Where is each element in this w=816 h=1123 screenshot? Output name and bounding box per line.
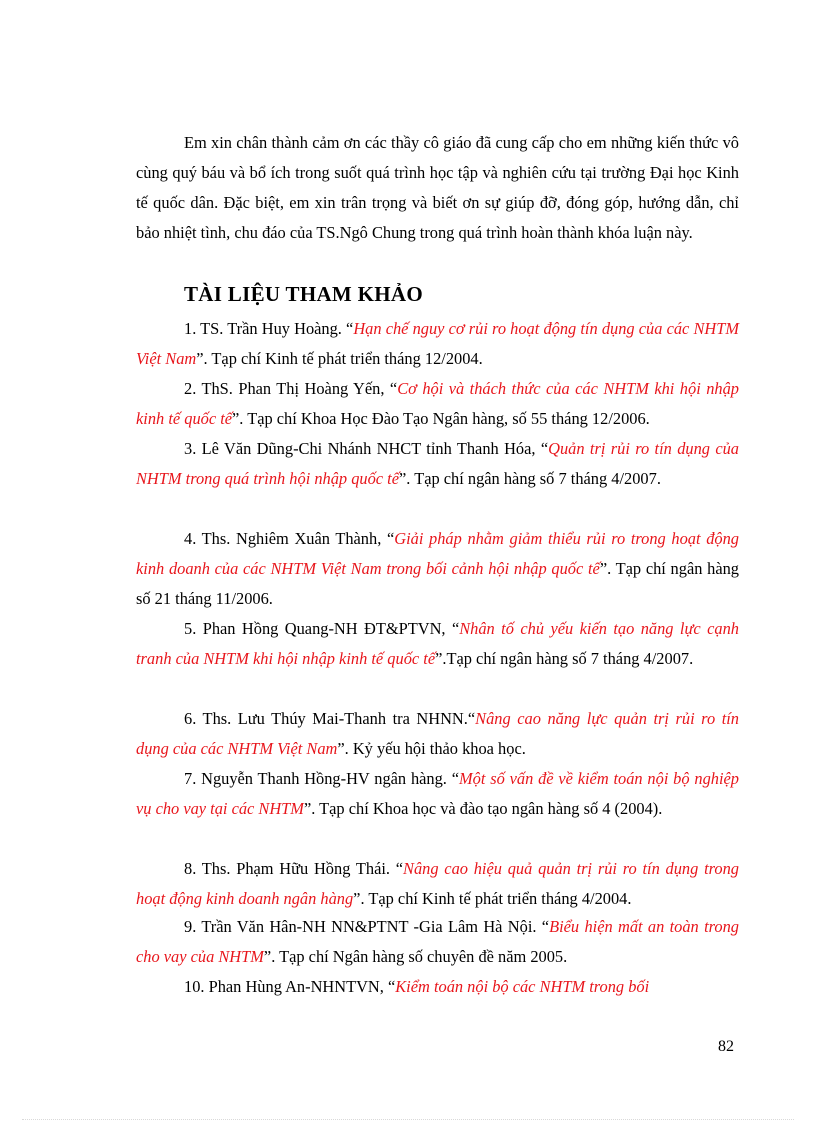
reference-suffix: ”. Tạp chí ngân hàng số 7 tháng 4/2007. [399, 469, 661, 488]
reference-title: Kiểm toán nội bộ các NHTM trong bối [395, 977, 650, 996]
reference-title: Biểu hiện mất an toàn trong cho vay của NHTM [136, 917, 739, 966]
reference-prefix: 7. Nguyễn Thanh Hồng-HV ngân hàng. “ [184, 769, 459, 788]
reference-item-6 [136, 704, 739, 764]
reference-title: Nâng cao năng lực quản trị rủi ro tín dụng của các NHTM Việt Nam [136, 709, 739, 758]
page-bottom-divider [22, 1119, 794, 1120]
reference-title: Quản trị rủi ro tín dụng của NHTM trong quá trình hội nhập quốc tế [136, 439, 740, 488]
reference-suffix: ”. Tạp chí Khoa học và đào tạo ngân hàng số 4 (2004). [303, 799, 663, 818]
reference-prefix: 10. Phan Hùng An-NHNTVN, “ [184, 977, 396, 996]
reference-item-9 [136, 912, 739, 972]
reference-item-7 [136, 764, 739, 824]
reference-prefix: 8. Ths. Phạm Hữu Hồng Thái. “ [184, 859, 404, 878]
reference-suffix: ”. Tạp chí ngân hàng số 21 tháng 11/2006. [136, 559, 740, 608]
reference-item-4 [136, 524, 739, 614]
reference-item-5 [136, 614, 739, 674]
reference-prefix: 9. Trần Văn Hân-NH NN&PTNT -Gia Lâm Hà Nội. “ [184, 917, 550, 936]
reference-suffix: ”. Tạp chí Kinh tế phát triển tháng 12/2004. [196, 349, 483, 368]
reference-prefix: 1. TS. Trần Huy Hoàng. “ [184, 319, 354, 338]
reference-title: Cơ hội và thách thức của các NHTM khi hội nhập kinh tế quốc tế [136, 379, 739, 428]
reference-title: Nâng cao hiệu quả quản trị rủi ro tín dụng trong hoạt động kinh doanh ngân hàng [136, 859, 739, 908]
reference-item-10 [136, 972, 739, 1002]
reference-item-2 [136, 374, 739, 434]
reference-title: Hạn chế nguy cơ rủi ro hoạt động tín dụng của các NHTM Việt Nam [136, 319, 739, 368]
reference-suffix: ”. Kỷ yếu hội thảo khoa học. [337, 739, 526, 758]
reference-title: Giải pháp nhằm giảm thiểu rủi ro trong hoạt động kinh doanh của các NHTM Việt Nam trong bối cảnh hội nhập quốc tế [136, 529, 739, 578]
acknowledgement-paragraph: Em xin chân thành cảm ơn các thầy cô giáo đã cung cấp cho em những kiến thức vô cùng quý báu và bổ ích trong suốt quá trình học tập và nghiên cứu tại trường Đại học Kinh tế quốc dân. Đặc biệt, em xin trân trọng và biết ơn sự giúp đỡ, đóng góp, hướng dẫn, chỉ bảo nhiệt tình, chu đáo của TS.Ngô Chung trong quá trình hoàn thành khóa luận này. [136, 133, 739, 242]
reference-suffix: ”.Tạp chí ngân hàng số 7 tháng 4/2007. [435, 649, 694, 668]
reference-suffix: ”. Tạp chí Kinh tế phát triển tháng 4/2004. [353, 889, 632, 908]
references-heading: TÀI LIỆU THAM KHẢO [184, 282, 423, 306]
reference-item-8 [136, 854, 739, 914]
reference-suffix: ”. Tạp chí Khoa Học Đào Tạo Ngân hàng, số 55 tháng 12/2006. [232, 409, 650, 428]
reference-prefix: 2. ThS. Phan Thị Hoàng Yến, “ [184, 379, 398, 398]
reference-suffix: ”. Tạp chí Ngân hàng số chuyên đề năm 2005. [263, 947, 568, 966]
reference-prefix: 4. Ths. Nghiêm Xuân Thành, “ [184, 529, 395, 548]
reference-prefix: 5. Phan Hồng Quang-NH ĐT&PTVN, “ [184, 619, 460, 638]
reference-title: Nhân tố chủ yếu kiến tạo năng lực cạnh tranh của NHTM khi hội nhập kinh tế quốc tế [136, 619, 739, 668]
reference-title: Một số vấn đề về kiểm toán nội bộ nghiệp vụ cho vay tại các NHTM [136, 769, 739, 818]
reference-item-3 [136, 434, 739, 494]
reference-prefix: 6. Ths. Lưu Thúy Mai-Thanh tra NHNN.“ [184, 709, 476, 728]
page-number: 82 [718, 1038, 734, 1055]
reference-item-1 [136, 314, 739, 374]
reference-prefix: 3. Lê Văn Dũng-Chi Nhánh NHCT tỉnh Thanh Hóa, “ [184, 439, 549, 458]
